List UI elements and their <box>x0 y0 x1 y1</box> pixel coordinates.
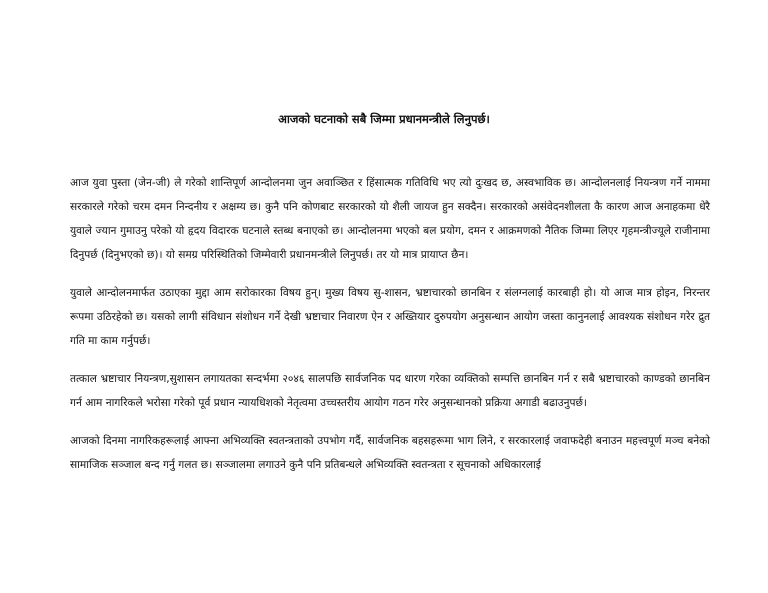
document-title: आजको घटनाको सबै जिम्मा प्रधानमन्त्रीले लिनुपर्छ। <box>278 112 490 126</box>
document-body <box>70 171 710 477</box>
paragraph-2: युवाले आन्दोलनमार्फत उठाएका मुद्दा आम सरोकारका विषय हुन्। मुख्य विषय सु-शासन, भ्रष्टाचारको छानबिन र संलग्नलाई कारबाही हो। यो आज मात्र होइन, निरन्तर रूपमा उठिरहेको छ। यसको लागी संविधान संशोधन गर्ने देखी भ्रष्टाचार निवारण ऐन र अख्तियार दुरुपयोग अनुसन्धान आयोग जस्ता कानुनलाई आवश्यक संशोधन गरेर द्रुत गति मा काम गर्नुपर्छ। <box>70 287 710 347</box>
paragraph-4: आजको दिनमा नागरिकहरूलाई आफ्ना अभिव्यक्ति स्वतन्त्रताको उपभोग गर्दै, सार्वजनिक बहसहरूमा भाग लिने, र सरकारलाई जवाफदेही बनाउन महत्त्वपूर्ण मञ्च बनेको सामाजिक सञ्जाल बन्द गर्नु गलत छ। सञ्जालमा लगाउने कुनै पनि प्रतिबन्धले अभिव्यक्ति स्वतन्त्रता र सूचनाको अधिकारलाई <box>70 435 710 471</box>
paragraph-3: तत्काल भ्रष्टाचार नियन्त्रण,सुशासन लगायतका सन्दर्भमा २०४६ सालपछि सार्वजनिक पद धारण गरेका व्यक्तिको सम्पत्ति छानबिन गर्न र सबै भ्रष्टाचारको काण्डको छानबिन गर्न आम नागरिकले भरोसा गरेको पूर्व प्रधान न्यायधिशको नेतृत्वमा उच्चस्तरीय आयोग गठन गरेर अनुसन्धानको प्रक्रिया अगाडी बढाउनुपर्छ। <box>70 373 710 409</box>
paragraph-1: आज युवा पुस्ता (जेन-जी) ले गरेको शान्तिपूर्ण आन्दोलनमा जुन अवाञ्छित र हिंसात्मक गतिविधि भए त्यो दुःखद छ, अस्वभाविक छ। आन्दोलनलाई नियन्त्रण गर्ने नाममा सरकारले गरेको चरम दमन निन्दनीय र अक्षम्य छ। कुनै पनि कोणबाट सरकारको यो शैली जायज हुन सक्दैन। सरकारको असंवेदनशीलता कै कारण आज अनाहकमा धेरै युवाले ज्यान गुमाउनु परेको यो हृदय विदारक घटनाले स्तब्ध बनाएको छ। आन्दोलनमा भएको बल प्रयोग, दमन र आक्रमणको नैतिक जिम्मा लिएर गृहमन्त्रीज्यूले राजीनामा दिनुपर्छ (दिनुभएको छ)। यो समग्र परिस्थितिको जिम्मेवारी प्रधानमन्त्रीले लिनुपर्छ। तर यो मात्र प्रायाप्त छैन। <box>70 177 710 261</box>
